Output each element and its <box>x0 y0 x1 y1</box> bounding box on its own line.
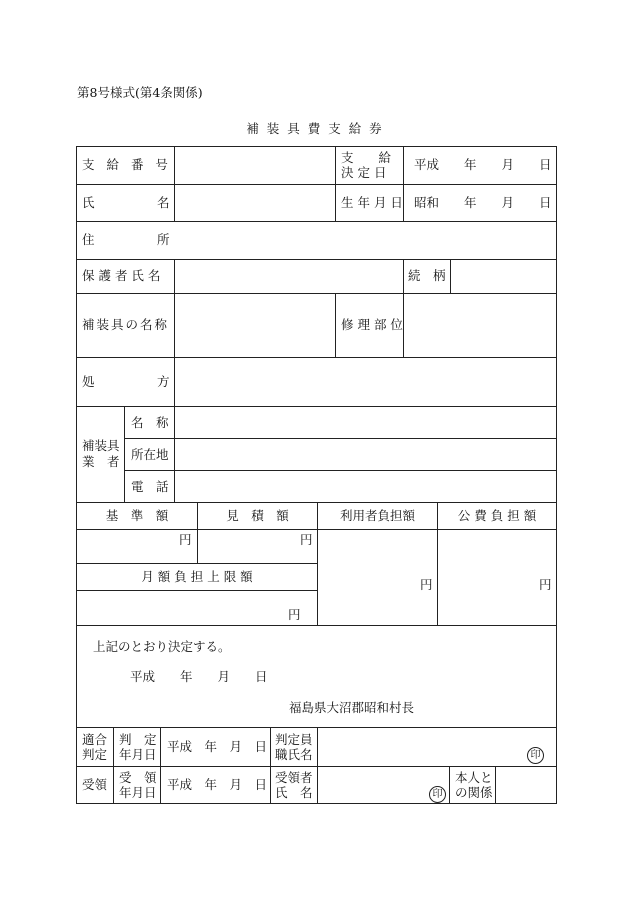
decision-text: 上記のとおり決定する。 <box>93 639 231 654</box>
label-juryo-ymd-1: 受 領 <box>119 770 157 785</box>
label-juryo-ymd-2: 年月日 <box>119 785 157 800</box>
label-mitsumori: 見 積 額 <box>226 508 289 523</box>
label-hanteiin-2: 職氏名 <box>275 747 313 762</box>
label-kohi: 公 費 負 担 額 <box>457 508 537 523</box>
showa-date-field: 昭和 年 月 日 <box>414 195 552 210</box>
form-title: 補 装 具 費 支 給 券 <box>246 121 384 136</box>
label-gyosha-1: 補装具 <box>82 438 120 453</box>
form-number: 第8号様式(第4条関係) <box>77 85 203 100</box>
label-getsugaku: 月 額 負 担 上 限 額 <box>141 569 253 584</box>
label-jusho: 住 所 <box>82 232 170 247</box>
hantei-date-field: 平成 年 月 日 <box>167 739 268 754</box>
label-hantei-1: 判 定 <box>119 732 157 747</box>
label-hosogu-meisho: 補装具の名称 <box>82 317 170 332</box>
label-tekigo-1: 適合 <box>82 732 108 747</box>
label-denwa: 電 話 <box>131 479 169 494</box>
heisei-date-field: 平成 年 月 日 <box>414 157 552 172</box>
label-hantei-2: 年月日 <box>119 747 157 762</box>
label-zokugara: 続 柄 <box>408 268 446 283</box>
label-gyosha-2: 業 者 <box>82 454 120 469</box>
label-meisho: 名 称 <box>131 415 169 430</box>
label-shuri-bui: 修 理 部 位 <box>341 317 403 332</box>
label-shikyu-bango: 支 給 番 号 <box>82 157 172 172</box>
seal-stamp-icon: 印 <box>429 786 446 803</box>
label-tekigo-2: 判定 <box>82 747 108 762</box>
label-shikyu-kettei-1: 支 給 <box>341 150 392 165</box>
label-riyosha: 利用者負担額 <box>339 508 415 523</box>
seal-stamp-icon: 印 <box>527 747 544 764</box>
juryo-date-field: 平成 年 月 日 <box>167 777 268 792</box>
label-kijun: 基 準 額 <box>105 508 169 523</box>
issuer-name: 福島県大沼郡昭和村長 <box>289 700 415 715</box>
yen-getsugaku: 円 <box>288 607 301 622</box>
label-juryo: 受領 <box>82 777 108 792</box>
label-juryosha-1: 受領者 <box>275 770 313 785</box>
yen-mitsumori: 円 <box>300 532 313 547</box>
yen-kohi: 円 <box>539 577 552 592</box>
label-juryosha-2: 氏 名 <box>275 785 313 800</box>
label-shikyu-kettei-2: 決 定 日 <box>341 165 387 180</box>
decision-date: 平成 年 月 日 <box>130 669 268 684</box>
label-kankei-1: 本人と <box>455 770 493 785</box>
label-kankei-2: の関係 <box>455 785 493 800</box>
label-shimei: 氏 名 <box>82 195 170 210</box>
yen-kijun: 円 <box>179 532 192 547</box>
label-hanteiin-1: 判定員 <box>275 732 313 747</box>
yen-riyosha: 円 <box>420 577 433 592</box>
label-hogosha: 保 護 者 氏 名 <box>82 268 161 283</box>
label-shochi: 処 方 <box>82 374 170 389</box>
label-seinengappi: 生 年 月 日 <box>341 195 403 210</box>
label-shozaichi: 所在地 <box>131 447 169 462</box>
